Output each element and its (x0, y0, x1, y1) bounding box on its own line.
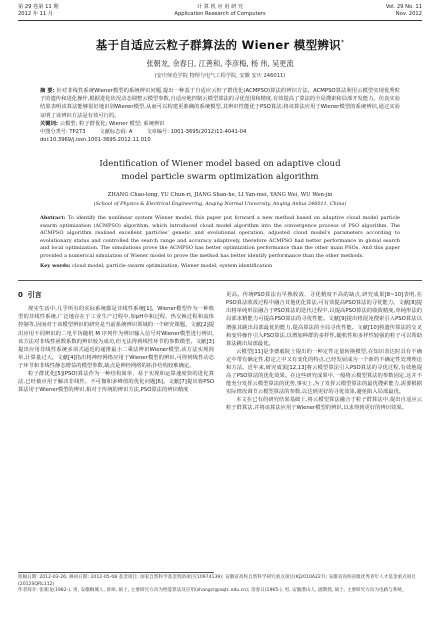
paper-title-text: 基于自适应云粒子群算法的 Wiener 模型辨识 (95, 38, 341, 52)
author-affiliation: (安庆师范学院 物理与电气工程学院, 安徽 安庆 246011) (154, 73, 286, 79)
title-footnote-mark: * (340, 39, 345, 47)
footnote-author-bio: 作者简介: 张朝龙(1982-), 男, 安徽桐城人, 讲师, 硕士, 主要研究方向为智能算法及应用(zhangcl@aqtc.edu.cn); 余春日(1965-), 男, 安徽潜山人, 副教授, 硕士, 主要研究方向为电路与系统。 (18, 588, 407, 594)
journal-header (18, 4, 422, 18)
english-title (18, 158, 422, 184)
header-left (18, 4, 151, 18)
volume-issue: 第 29 卷第 11 期 (18, 4, 59, 10)
abstract-cn (40, 87, 400, 128)
keywords-cn-label: 关键词: (40, 120, 59, 127)
keywords-cn-text: 云模型; 粒子群优化; Wiener 模型; 系统辨识 (59, 120, 165, 127)
abstract-cn-text: 针对非线性系统Wiener模型的系统辨识问题,提出一种基于自适应云粒子群优化(ACMPSO)算法的辨识方法。ACMPSO算法利用云模型实现优秀粒子的遗传和进化操作,根据进化状况动态调整云模型参数,自适应地控制云模型算法的寻优范围和精度,有效提高了算法的全局搜索和局部开发能力。仿真实验结果表明该算法能够很好地识别Wiener模型,从而可以构建更准确的系统模型,其辨识性能优于PSO算法;将该算法应用于Wiener模型的系统辨识,通过实验证明了该辨识方法是有效可行的。 (40, 88, 401, 119)
abstract-en-label: Abstract: (40, 215, 66, 222)
right-paragraph: 更高。传统PSO算法有早熟收敛、寻优精度不高的缺点,研究成果[8~10]表明,在PSO算法收敛过程中融合其他优化算法,可有效提高PSO算法的寻优能力。文献[8]提出将单纯形法融合于PSO算法的迭代过程中,以提高PSO算法的收敛精度,单纯形法的局部求精能力可提高PSO算法的寻优性能。文献[9]提出将混沌搜索引入PSO算法以增强其跳出局部最优的能力,提高算法的全局寻优性能。文献[10]将遗传算法的交叉和变异操作引入PSO算法,以增加种群的多样性,随机性和多样性较强的粒子可以帮助算法跳出局部最优。 (226, 292, 422, 347)
english-title-line1: Identification of Wiener model based on adaptive cloud (99, 159, 341, 170)
keywords-en-text: cloud model; particle swarm optimization; Wiener model; system identification (72, 262, 273, 269)
issue-date-en: Nov. 2012 (395, 11, 422, 17)
left-paragraph: 现实生活中,几乎所有的实际系统都是非线性系统[1]。Wiener模型作为一种典型的非线性系统,广泛地存在于工业生产过程中,如pH中和过程、热交换过程和流体控制等,因而对于该模型辨识的研究是当前系统辨识领域的一个研究课题。文献[2]提出应用不同辨识的二电平伪随机 M 序列作为辨识输入信号对Wiener模型进行辨识,该方法对非线性函数系数的辨识较为成功,但无法得到线性环节的参数模型。文献[3]提出应用非线性系统多项式逼近的递推最小二乘法辨识Wiener模型,该方法实现简单,计算量过大。文献[4]指出将神经网络应用于Wiener模型的辨识,可得到线性动态子环节和非线性静态增益的模型参数,缺点是神经网络的拓扑结构较难确定。 (18, 306, 214, 369)
doi-line: doi:10.3969/j.issn.1001-3695.2012.11.010 (40, 137, 151, 144)
clc-number: 中图分类号: TP273 (40, 129, 86, 136)
classification-row (40, 128, 400, 136)
journal-name-en: Application Research of Computers (174, 11, 266, 17)
footnote-received: 收稿日期: 2012-03-26; 修回日期: 2012-05-08 基金项目: 国家自然科学基金资助项目(10974139); 安徽省高校自然科学研究重点项目(KJ2010A227); 安徽省高校省级优秀青年人才基金重点项目(2012SQRL112) (18, 575, 416, 587)
left-column (18, 291, 214, 412)
header-right (289, 4, 422, 18)
paper-title (18, 37, 422, 53)
header-center (153, 4, 286, 18)
footnote-divider (18, 572, 214, 573)
keywords-en (40, 263, 400, 271)
section-heading (18, 291, 214, 299)
volume-issue-en: Vol. 29 No. 11 (385, 4, 422, 10)
section-number: 0 (18, 291, 23, 300)
article-number: 文章编号: 1001-3695(2012)11-4041-04 (146, 129, 247, 136)
footnotes (18, 575, 422, 595)
english-affiliation: (School of Physics & Electrical Engineering, Anqing Normal University, Anqing Anhui 246011, China) (93, 201, 347, 208)
abstract-cn-label: 摘 要: (40, 88, 55, 94)
author-list: 张朝龙, 余春日, 江善和, 李彦梅, 杨 伟, 吴更流 (146, 59, 294, 68)
abstract-en-text: To identify the nonlinear system Wiener model, this paper put forward a new method based on adaptive cloud model particle swarm optimization (ACMPSO) algorithm, which introduced cloud model algorithm into the convergence process of PSO algorithm. The ACMPSO algorithm realized excellent particles' genetic and evolutional operation, adjusted cloud model's parameters according to evolutionary status and controlled the search range and accuracy adaptively, therefore ACMPSO had better performance in global search and local optimization. The simulations prove the ACMPSO has better optimization performance than the other main PSOs. And this paper provided a numerical simulation of Wiener model to prove the method has better identify performance than the other methods. (40, 215, 400, 259)
right-column (226, 291, 422, 412)
right-paragraph: 云模型[11]是李德毅院士提出的一种定性定量转换模型,在知识表达时具有不确定中带有确定性,稳定之中又有变化的特点,已经发展成为一个新的不确定性处理理论和方法。近年来,研究成果[12,13]将云模型算法引入PSO算法的寻优过程,有效地提高了PSO算法的优化效果。在这些研究成果中,一般将云模型算法的参数固定,这并不能充分发挥云模型算法的优势,事实上,为了发挥云模型算法的最优搜索能力,需要根据实际情况调节云模型算法的参数,以达到更好的寻优效果,避免陷入局部最优。 (226, 348, 422, 396)
journal-name-cn: 计 算 机 应 用 研 究 (196, 4, 244, 10)
left-paragraph: 粒子群优化[5](PSO)算法作为一种结构简单、易于实现和运算速度快的进化算法,已经被应用于解决非线性、不可微和多峰值的优化问题[6]。文献[7]提出将PSO算法用于Wiener模型的辨识,相对于传统的辨识方法,PSO算法的辨识精度 (18, 371, 214, 394)
doc-code: 文献标志码: A (99, 129, 133, 136)
section-divider (18, 280, 422, 281)
section-title: 引言 (27, 291, 42, 300)
body-columns (18, 291, 422, 412)
keywords-cn (40, 120, 400, 128)
english-authors: ZHANG Chao-long, YU Chun-ri, JIANG Shan-he, LI Yan-mei, YANG Wei, WU Wen-jin (107, 192, 333, 199)
issue-date: 2012 年 11 月 (18, 11, 54, 17)
right-paragraph: 本文在已有的研究结果基础上,将云模型算法融合于粒子群算法中,提出自适应云粒子群算法,并将该算法应用于Wiener模型的辨识,以求得到更好的辨识效果。 (226, 397, 422, 412)
abstract-en (40, 215, 400, 261)
keywords-en-label: Key words: (40, 262, 71, 269)
english-title-line2: model particle swarm optimization algorithm (121, 172, 319, 183)
header-divider (18, 20, 422, 21)
